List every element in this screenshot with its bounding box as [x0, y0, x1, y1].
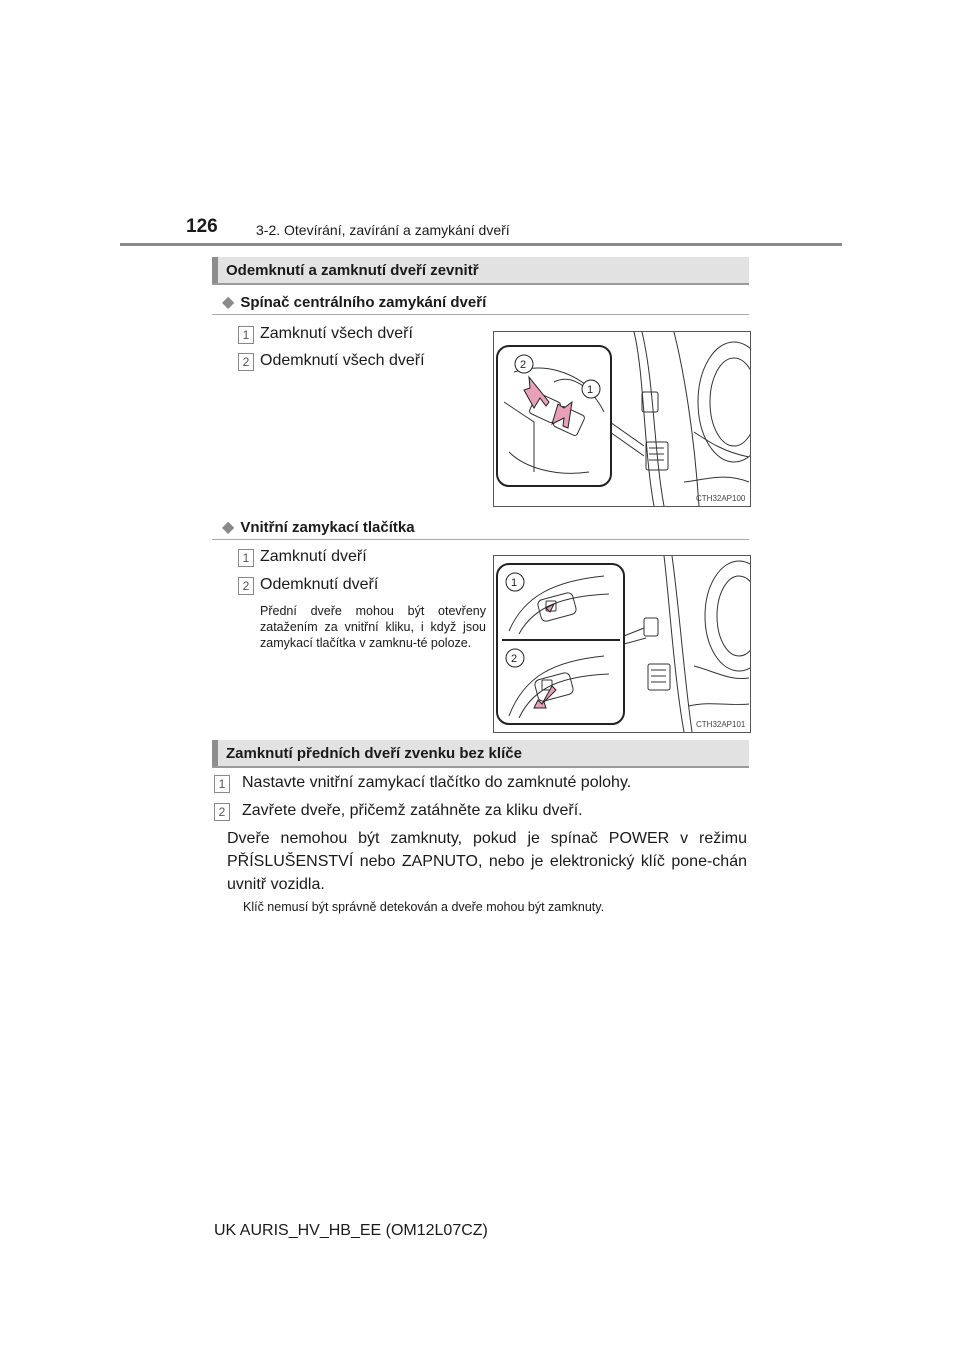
- svg-text:2: 2: [511, 653, 518, 665]
- figure-code: CTH32AP101: [696, 720, 746, 729]
- item-text: Odemknutí všech dveří: [260, 352, 425, 369]
- section-tab: [212, 257, 218, 283]
- section-heading-inside: [212, 257, 749, 285]
- step-number-badge: 1: [214, 775, 230, 793]
- header-rule: [120, 243, 842, 246]
- item-text: Odemknutí dveří: [260, 576, 379, 593]
- page-number: 126: [186, 216, 218, 237]
- section-tab: [212, 740, 218, 766]
- item-number-badge: 2: [238, 353, 254, 371]
- subsection-heading-inside-lock-buttons: [222, 517, 415, 537]
- door-handle-illustration: [494, 556, 750, 732]
- svg-text:2: 2: [520, 359, 527, 371]
- svg-text:1: 1: [587, 384, 594, 396]
- chapter-title: 3-2. Otevírání, zavírání a zamykání dveří: [256, 222, 510, 238]
- subsection-title: Vnitřní zamykací tlačítka: [240, 519, 415, 536]
- warning-paragraph: Dveře nemohou být zamknuty, pokud je spínač POWER v režimu PŘÍSLUŠENSTVÍ nebo ZAPNUTO, nebo je elektronický klíč pone-chán uvnitř vozidla.: [227, 830, 747, 893]
- svg-text:1: 1: [511, 577, 518, 589]
- subsection-heading-central-lock: [222, 292, 486, 312]
- footer-model-code: UK AURIS_HV_HB_EE (OM12L07CZ): [214, 1222, 488, 1239]
- item-number-badge: 2: [238, 577, 254, 595]
- item-text: Zamknutí dveří: [260, 548, 367, 565]
- subsection-title: Spínač centrálního zamykání dveří: [240, 294, 487, 311]
- item-number-badge: 1: [238, 549, 254, 567]
- section-title: Odemknutí a zamknutí dveří zevnitř: [226, 262, 479, 279]
- note-text: Přední dveře mohou být otevřeny zatažením za vnitřní kliku, i když jsou zamykací tlačítka v zamknu-té poloze.: [260, 604, 486, 650]
- diamond-icon: ◆: [222, 294, 235, 311]
- subsection-rule: [212, 539, 749, 540]
- figure-inside-lock-buttons: [493, 555, 751, 733]
- section-title: Zamknutí předních dveří zvenku bez klíče: [226, 745, 522, 762]
- item-number-badge: 1: [238, 326, 254, 344]
- figure-central-lock-switch: [493, 331, 751, 507]
- step-text: Nastavte vnitřní zamykací tlačítko do zamknuté polohy.: [242, 774, 632, 791]
- figure-code: CTH32AP100: [696, 494, 746, 503]
- section-heading-outside: [212, 740, 749, 768]
- step-text: Zavřete dveře, přičemž zatáhněte za kliku dveří.: [242, 802, 583, 819]
- door-panel-illustration: [494, 332, 750, 506]
- diamond-icon: ◆: [222, 519, 235, 536]
- note-text: Klíč nemusí být správně detekován a dveře mohou být zamknuty.: [243, 900, 605, 914]
- step-number-badge: 2: [214, 803, 230, 821]
- subsection-rule: [212, 314, 749, 315]
- item-text: Zamknutí všech dveří: [260, 325, 413, 342]
